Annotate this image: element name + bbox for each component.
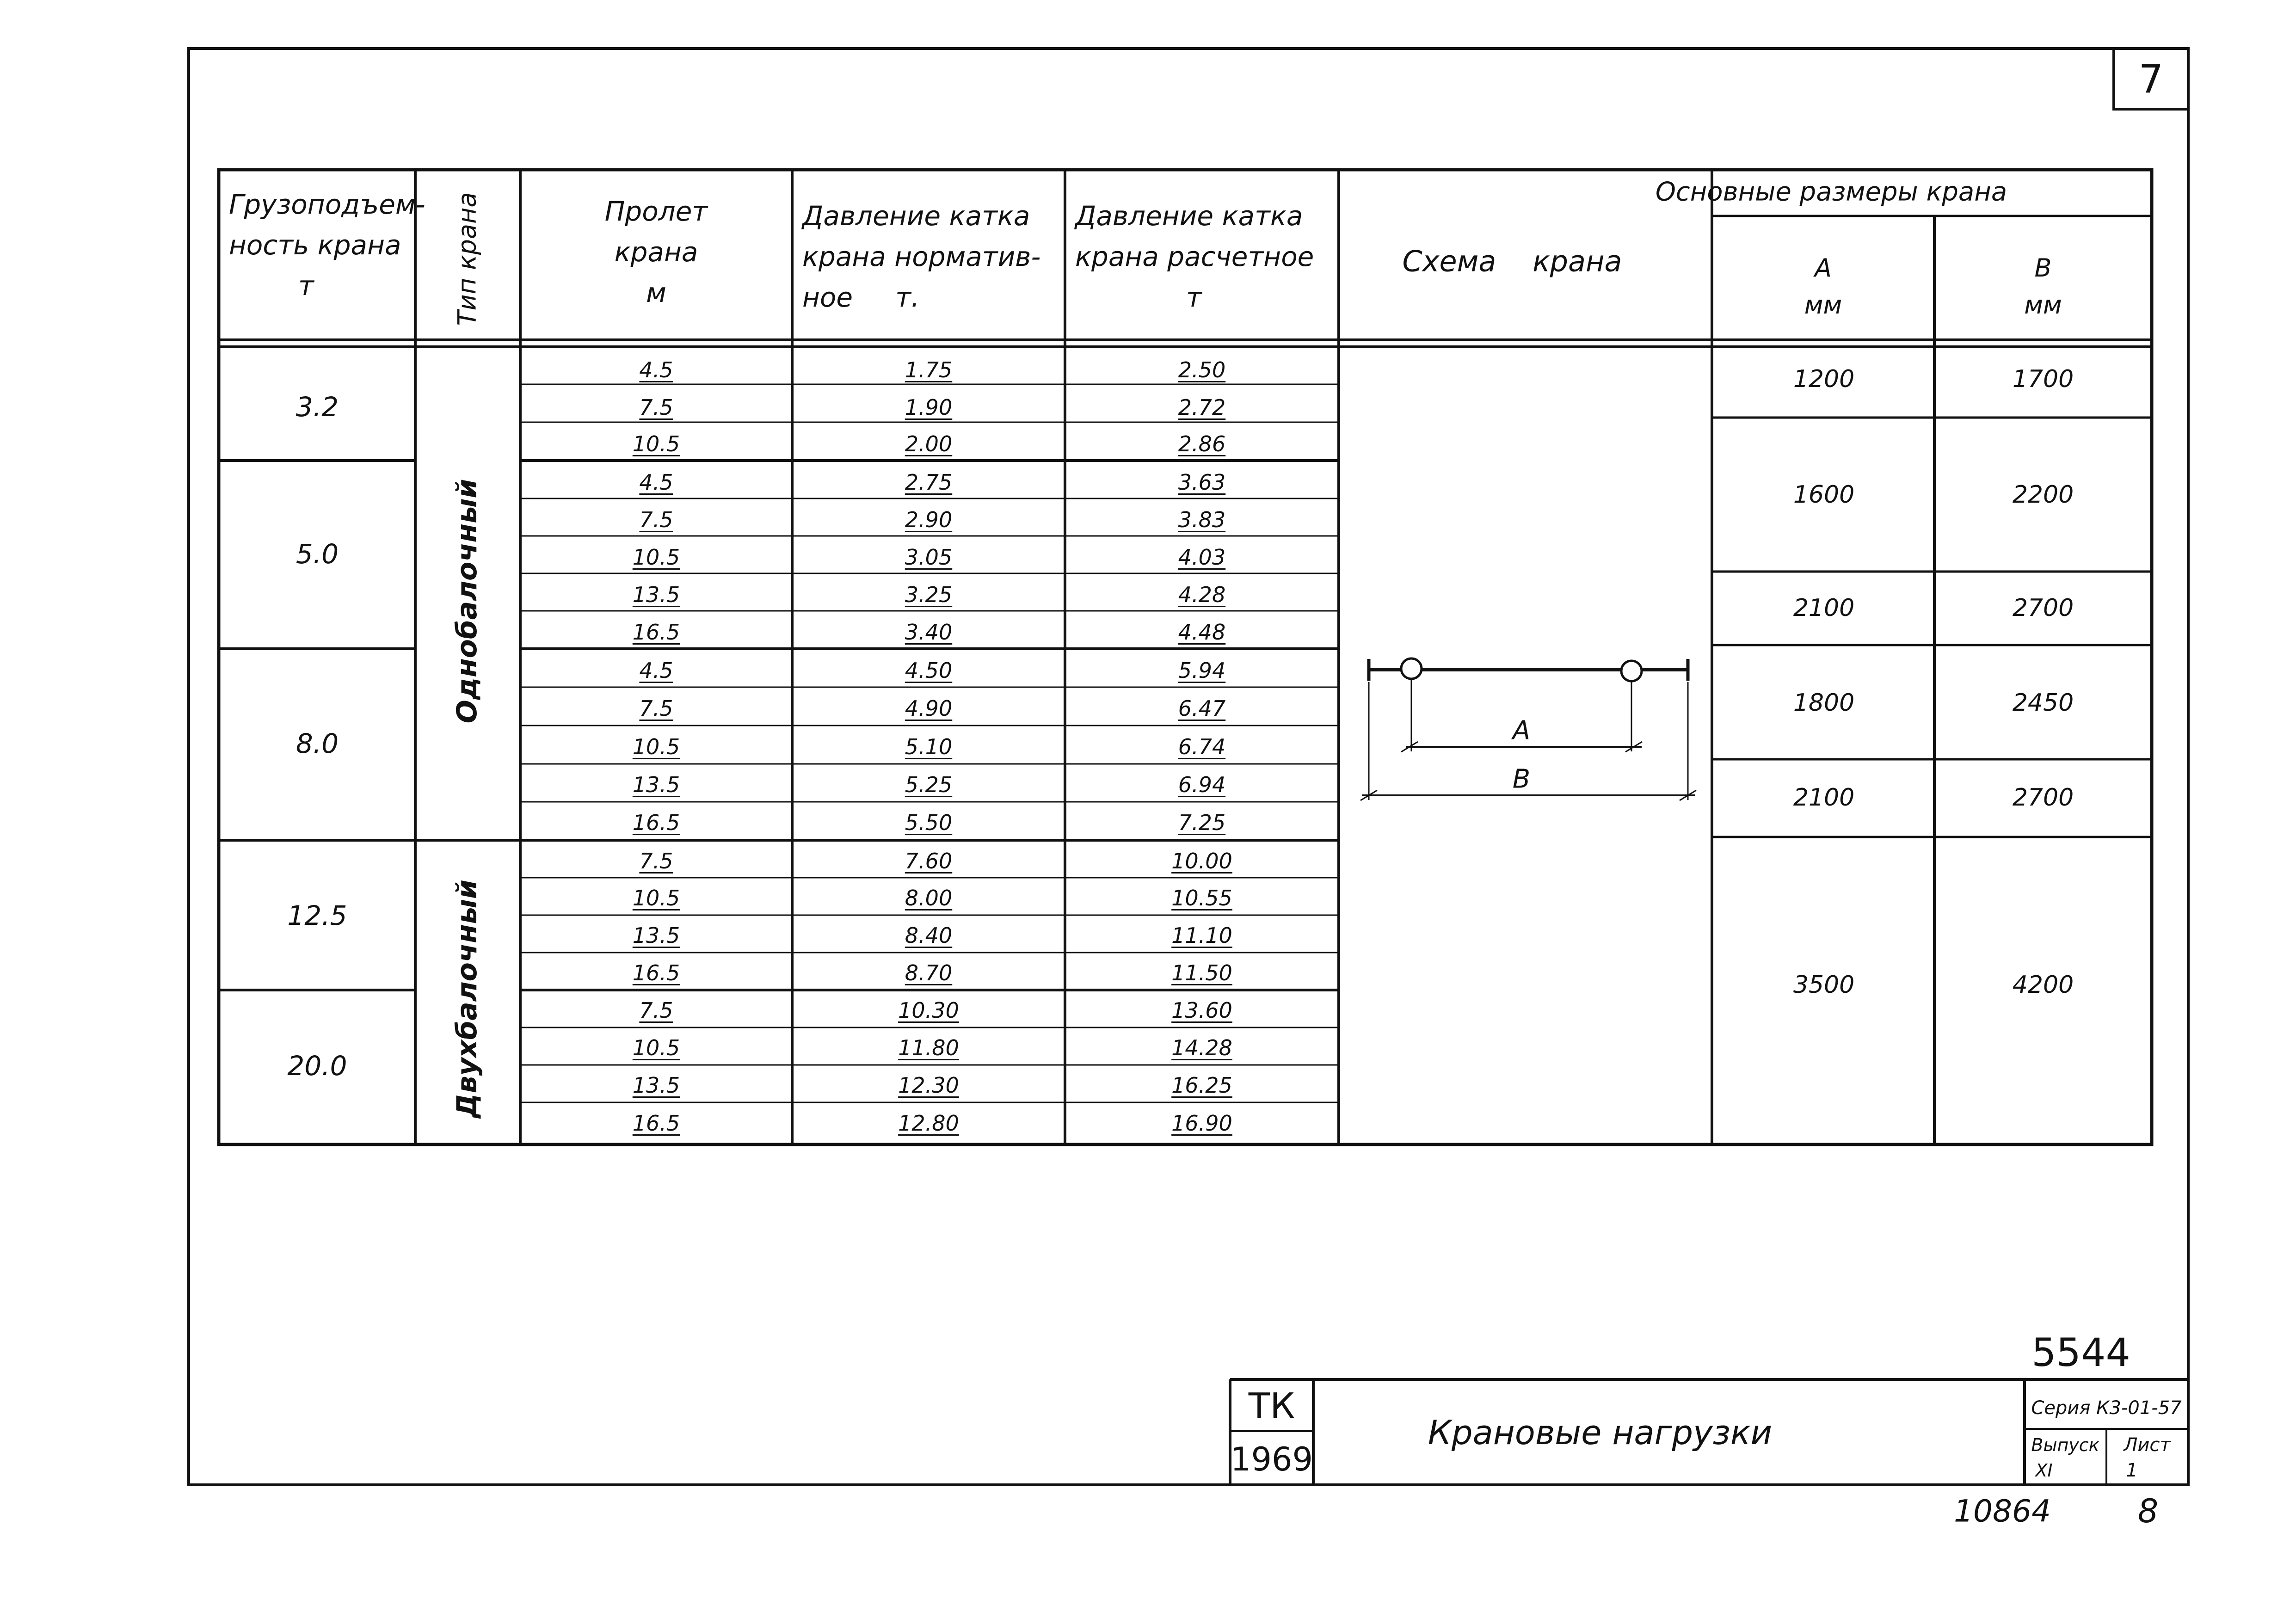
- header-capacity-line3: т: [298, 270, 314, 301]
- header-span-line2: крана: [614, 236, 698, 268]
- page-number: 7: [2138, 56, 2164, 102]
- pressure-norm-cell: 12.30: [898, 1073, 959, 1098]
- pressure-norm-cell: 8.40: [905, 923, 953, 948]
- span-cell: 16.5: [632, 810, 680, 835]
- pressure-calc-cell: 3.63: [1178, 470, 1226, 495]
- span-cell: 7.5: [639, 696, 673, 721]
- pressure-norm-cell: 10.30: [898, 998, 959, 1023]
- header-dims-group: Основные размеры крана: [1655, 177, 2007, 207]
- header-span-line1: Пролет: [604, 196, 708, 227]
- pressure-calc-cell: 2.50: [1178, 357, 1226, 382]
- dim-a-cell: 1800: [1793, 689, 1855, 717]
- span-cell: 4.5: [639, 357, 673, 382]
- span-cell: 7.5: [639, 507, 673, 532]
- header-type: Тип крана: [452, 192, 482, 326]
- header-pressure-norm: [792, 194, 1065, 319]
- header-pressure-norm-line3: ное т.: [802, 282, 920, 313]
- dim-a-cell: 1600: [1793, 481, 1855, 509]
- span-cell: 10.5: [632, 1035, 680, 1060]
- pressure-calc-cell: 7.25: [1178, 810, 1226, 835]
- header-span-line3: м: [646, 277, 666, 308]
- header-dim-a-unit: мм: [1804, 290, 1842, 320]
- dim-b-cell: 4200: [2012, 971, 2074, 999]
- dim-b-cell: 2700: [2012, 594, 2074, 622]
- crane-type-single: Однобалочный: [451, 479, 483, 724]
- span-cell: 10.5: [632, 734, 680, 759]
- capacity-cell: 3.2: [295, 391, 339, 423]
- stamp-org: ТК: [1248, 1385, 1295, 1427]
- capacity-cell: 5.0: [295, 538, 339, 570]
- span-cell: 13.5: [632, 923, 680, 948]
- span-cell: 16.5: [632, 620, 680, 645]
- header-dim-a-label: А: [1815, 253, 1832, 283]
- header-pressure-norm-line2: крана норматив-: [802, 241, 1041, 272]
- pressure-norm-cell: 4.50: [905, 658, 953, 683]
- pressure-norm-cell: 11.80: [898, 1035, 959, 1060]
- pressure-calc-cell: 4.28: [1178, 582, 1226, 607]
- pressure-calc-cell: 2.86: [1178, 431, 1226, 456]
- stamp-sheet-label: Лист: [2124, 1434, 2171, 1456]
- span-cell: 7.5: [639, 998, 673, 1023]
- span-cell: 7.5: [639, 849, 673, 874]
- span-cell: 13.5: [632, 582, 680, 607]
- pressure-norm-cell: 3.25: [905, 582, 953, 607]
- pressure-norm-cell: 12.80: [898, 1111, 959, 1136]
- crane-type-double: Двухбалочный: [451, 880, 483, 1118]
- capacity-cell: 20.0: [287, 1050, 347, 1082]
- dim-a-cell: 2100: [1793, 594, 1855, 622]
- pressure-calc-cell: 6.94: [1178, 772, 1226, 797]
- pressure-norm-cell: 8.00: [905, 886, 953, 910]
- span-cell: 7.5: [639, 395, 673, 420]
- pressure-norm-cell: 2.75: [905, 470, 953, 495]
- wheel-right: [1621, 661, 1642, 681]
- dim-a-cell: 2100: [1793, 784, 1855, 812]
- scheme-label-b: В: [1512, 764, 1531, 794]
- header-scheme: Схема крана: [1402, 244, 1622, 278]
- pressure-calc-cell: 11.10: [1171, 923, 1232, 948]
- header-pressure-calc-line2: крана расчетное: [1075, 241, 1314, 272]
- pressure-calc-cell: 4.48: [1178, 620, 1226, 645]
- pressure-norm-cell: 3.05: [905, 545, 953, 570]
- pressure-norm-cell: 2.90: [905, 507, 953, 532]
- pressure-norm-cell: 1.75: [905, 357, 953, 382]
- pressure-norm-cell: 5.10: [905, 734, 953, 759]
- pressure-norm-cell: 3.40: [905, 620, 953, 645]
- header-dim-b-label: В: [2034, 253, 2052, 283]
- stamp-title: Крановые нагрузки: [1428, 1413, 1773, 1452]
- pressure-calc-cell: 4.03: [1178, 545, 1226, 570]
- dim-b-cell: 2450: [2012, 689, 2074, 717]
- stamp-year: 1969: [1230, 1440, 1313, 1478]
- span-cell: 16.5: [632, 960, 680, 985]
- dim-a-cell: 3500: [1793, 971, 1855, 999]
- pressure-calc-cell: 16.25: [1171, 1073, 1232, 1098]
- stamp-number-top: 5544: [2031, 1330, 2130, 1375]
- dim-b-cell: 1700: [2012, 365, 2074, 393]
- span-cell: 10.5: [632, 431, 680, 456]
- span-cell: 10.5: [632, 886, 680, 910]
- header-pressure-calc-line3: т: [1186, 282, 1202, 313]
- span-cell: 4.5: [639, 470, 673, 495]
- scheme-label-a: А: [1512, 715, 1531, 746]
- pressure-calc-cell: 6.74: [1178, 734, 1226, 759]
- pressure-calc-cell: 16.90: [1171, 1111, 1232, 1136]
- pressure-calc-cell: 2.72: [1178, 395, 1226, 420]
- header-dim-a: [1712, 245, 1934, 328]
- pressure-calc-cell: 10.00: [1171, 849, 1232, 874]
- pressure-norm-cell: 5.50: [905, 810, 953, 835]
- pressure-calc-cell: 10.55: [1171, 886, 1232, 910]
- stamp-sheet-value: 1: [2126, 1460, 2138, 1481]
- header-capacity: [219, 185, 425, 305]
- pressure-calc-cell: 5.94: [1178, 658, 1226, 683]
- bottom-number: 10864: [1954, 1493, 2051, 1529]
- pressure-norm-cell: 8.70: [905, 960, 953, 985]
- capacity-cell: 12.5: [287, 900, 347, 931]
- dim-a-cell: 1200: [1793, 365, 1855, 393]
- pressure-norm-cell: 2.00: [905, 431, 953, 456]
- pressure-norm-cell: 1.90: [905, 395, 953, 420]
- span-cell: 16.5: [632, 1111, 680, 1136]
- pressure-norm-cell: 4.90: [905, 696, 953, 721]
- header-dim-b: [1934, 245, 2152, 328]
- pressure-calc-cell: 3.83: [1178, 507, 1226, 532]
- bottom-page: 8: [2137, 1492, 2159, 1530]
- pressure-calc-cell: 11.50: [1171, 960, 1232, 985]
- dim-b-cell: 2700: [2012, 784, 2074, 812]
- stamp-series: Серия К3-01-57: [2031, 1397, 2182, 1419]
- pressure-calc-cell: 6.47: [1178, 696, 1226, 721]
- stamp-issue-value: XI: [2035, 1460, 2053, 1481]
- header-capacity-line2: ность крана: [229, 229, 401, 261]
- header-pressure-calc-line1: Давление катка: [1075, 200, 1303, 232]
- pressure-calc-cell: 13.60: [1171, 998, 1232, 1023]
- header-capacity-line1: Грузоподъем-: [229, 189, 425, 220]
- pressure-calc-cell: 14.28: [1171, 1035, 1232, 1060]
- header-span: [520, 194, 792, 310]
- stamp-issue-label: Выпуск: [2031, 1435, 2099, 1455]
- header-dim-b-unit: мм: [2024, 290, 2062, 320]
- span-cell: 10.5: [632, 545, 680, 570]
- span-cell: 4.5: [639, 658, 673, 683]
- pressure-norm-cell: 7.60: [905, 849, 953, 874]
- span-cell: 13.5: [632, 772, 680, 797]
- span-cell: 13.5: [632, 1073, 680, 1098]
- dim-b-cell: 2200: [2012, 481, 2074, 509]
- header-pressure-calc: [1065, 194, 1339, 319]
- header-pressure-norm-line1: Давление катка: [802, 200, 1030, 232]
- pressure-norm-cell: 5.25: [905, 772, 953, 797]
- capacity-cell: 8.0: [295, 728, 339, 759]
- wheel-left: [1401, 658, 1422, 679]
